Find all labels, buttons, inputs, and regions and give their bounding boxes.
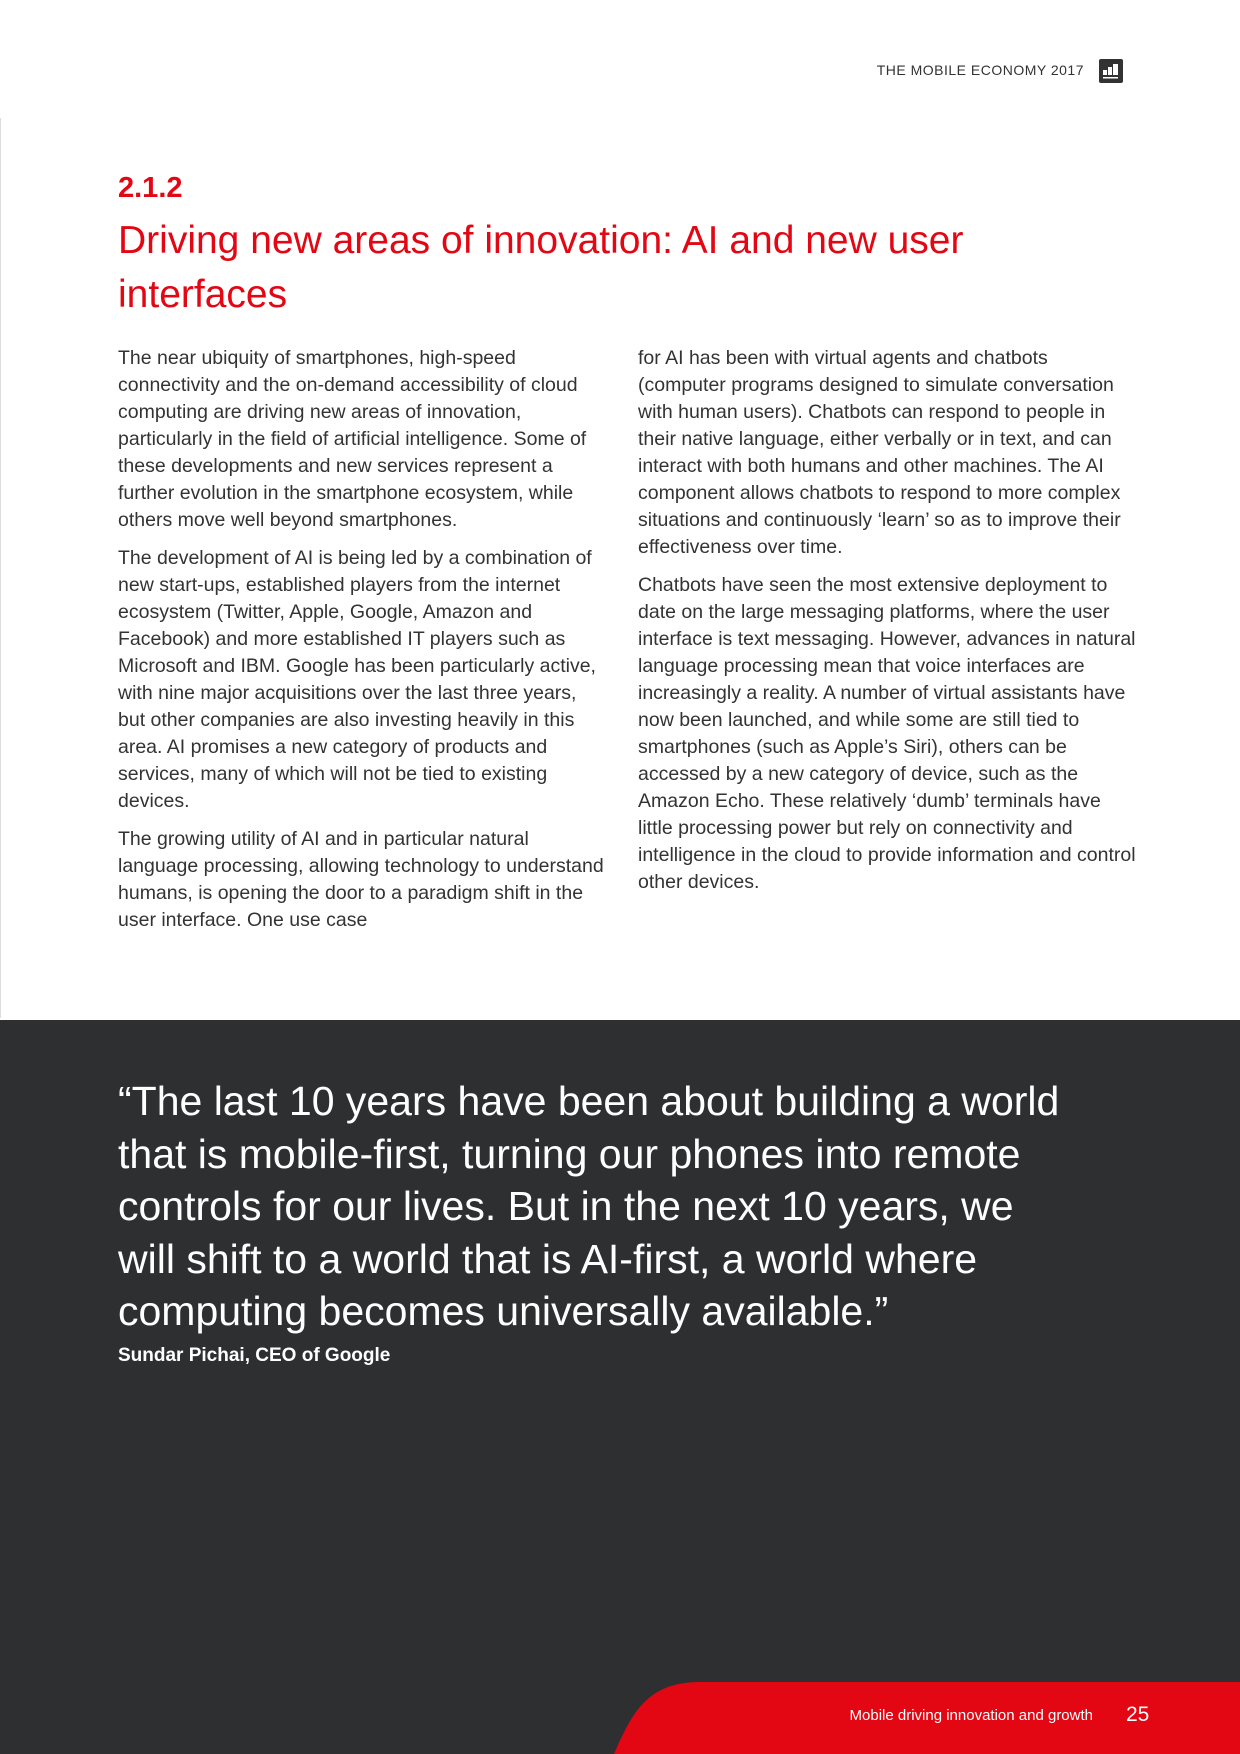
body-paragraph: The near ubiquity of smartphones, high-speed connectivity and the on-demand accessibility of cloud computing are driving new areas of innovation, particularly in the field of artificial intelligence. Some of these developments and new services represent a further evolution in the smartphone ecosystem, while others move well beyond smartphones.: [118, 347, 587, 531]
body-paragraph: Chatbots have seen the most extensive deployment to date on the large messaging platforms, where the user interface is text messaging. However, advances in natural language processing mean that voice interfaces are increasingly a reality. A number of virtual assistants have now been launched, and while some are still tied to smartphones (such as Apple’s Siri), others can be accessed by a new category of device, such as the Amazon Echo. These relatively ‘dumb’ terminals have little processing power but rely on connectivity and intelligence in the cloud to provide information and control other devices.: [638, 574, 1136, 893]
section-number: 2.1.2: [118, 172, 183, 204]
quote-attribution: Sundar Pichai, CEO of Google: [118, 1345, 391, 1366]
body-paragraph: for AI has been with virtual agents and chatbots (computer programs designed to simulate conversation with human users). Chatbots can respond to people in their native language, either verbally or in text, and can interact with both humans and other machines. The AI component allows chatbots to respond to more complex situations and continuously ‘learn’ so as to improve their effectiveness over time.: [638, 347, 1121, 558]
footer-section-label: Mobile driving innovation and growth: [849, 1707, 1093, 1724]
page-number: 25: [1126, 1703, 1150, 1726]
body-paragraph: The development of AI is being led by a combination of new start-ups, established players from the internet ecosystem (Twitter, Apple, Google, Amazon and Facebook) and more established IT players such as Microsoft and IBM. Google has been particularly active, with nine major acquisitions over the last three years, but other companies are also investing heavily in this area. AI promises a new category of products and services, many of which will not be tied to existing devices.: [118, 547, 596, 812]
pull-quote: “The last 10 years have been about building a world that is mobile-first, turning our phones into remote controls for our lives. But in the next 10 years, we will shift to a world that is AI-first, a world where computing becomes universally available.”: [118, 1078, 1060, 1334]
section-title: Driving new areas of innovation: AI and new user interfaces: [118, 219, 964, 316]
body-paragraph: The growing utility of AI and in particular natural language processing, allowing technology to understand humans, is opening the door to a paradigm shift in the user interface. One use case: [118, 828, 604, 931]
report-title: THE MOBILE ECONOMY 2017: [876, 62, 1084, 78]
